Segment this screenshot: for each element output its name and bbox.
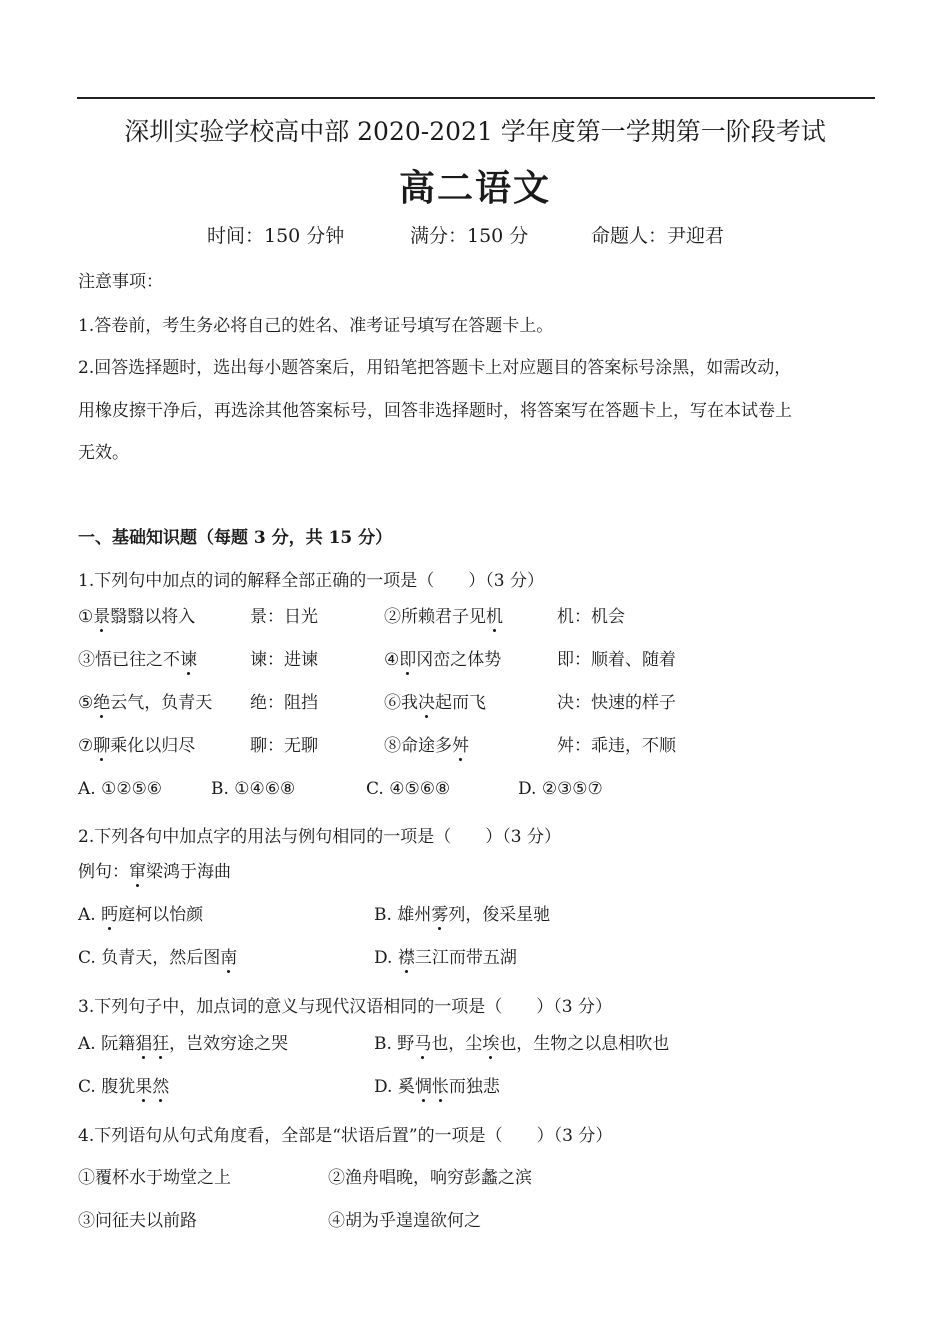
q1-item-2: ②所赖君子见机: [384, 602, 503, 627]
q4-item-2: ②渔舟唱晚，响穷彭蠡之滨: [328, 1168, 532, 1188]
q1-item-5: ⑤绝云气，负青天: [78, 688, 212, 713]
q1-item-1: ①景翳翳以将入: [78, 602, 195, 627]
dotted-char: 景: [93, 602, 110, 627]
dotted-char: 决: [418, 688, 435, 713]
q1-item-6-gloss: 决：快速的样子: [557, 693, 676, 713]
dotted-char: 即: [399, 645, 416, 670]
q1-stem: 1.下列句中加点的词的解释全部正确的一项是（ ）（3 分）: [78, 571, 544, 591]
q4-item-1: ①覆杯水于坳堂之上: [78, 1168, 231, 1188]
q1-item-6: ⑥我决起而飞: [384, 688, 486, 713]
section-1-title: 一、基础知识题（每题 3 分，共 15 分）: [78, 528, 393, 548]
q1-item-3: ③悟已往之不谏: [78, 645, 197, 670]
dotted-char: 惆: [415, 1072, 432, 1097]
dotted-char: 猖: [135, 1029, 152, 1054]
note-1: 1.答卷前，考生务必将自己的姓名、准考证号填写在答题卡上。: [78, 316, 554, 336]
exam-full-score: 满分：150 分: [410, 225, 529, 247]
q1-item-8: ⑧命途多舛: [384, 731, 469, 756]
note-2-line-1: 2.回答选择题时，选出每小题答案后，用铅笔把答题卡上对应题目的答案标号涂黑，如需改动，: [78, 358, 792, 378]
dotted-char: 狂: [152, 1029, 169, 1054]
exam-author: 命题人：尹迎君: [591, 225, 725, 247]
q1-option-b: B. ①④⑥⑧: [211, 779, 296, 799]
q2-stem: 2.下列各句中加点字的用法与例句相同的一项是（ ）（3 分）: [78, 827, 561, 847]
subject-title: 高二语文: [398, 167, 551, 209]
q1-item-4-gloss: 即：顺着、随着: [557, 650, 676, 670]
q4-item-4: ④胡为乎遑遑欲何之: [328, 1211, 481, 1231]
q2-option-c: C. 负青天，然后图南: [78, 943, 237, 968]
note-2-line-2: 用橡皮擦干净后，再选涂其他答案标号，回答非选择题时，将答案写在答题卡上，写在本试卷上: [78, 401, 792, 421]
dotted-char: 怅: [432, 1072, 449, 1097]
dotted-char: 然: [152, 1072, 169, 1097]
q2-example: 例句：窜梁鸿于海曲: [78, 857, 231, 882]
q1-option-d: D. ②③⑤⑦: [518, 779, 603, 799]
q1-item-5-gloss: 绝：阻挡: [250, 693, 318, 713]
q1-item-8-gloss: 舛：乖违，不顺: [557, 736, 676, 756]
exam-time: 时间：150 分钟: [207, 225, 345, 247]
header-rule: [77, 97, 875, 99]
q1-item-2-gloss: 机：机会: [557, 607, 625, 627]
q1-item-1-gloss: 景：日光: [250, 607, 318, 627]
note-2-line-3: 无效。: [78, 443, 129, 463]
dotted-char: 聊: [93, 731, 110, 756]
school-title: 深圳实验学校高中部 2020-2021 学年度第一学期第一阶段考试: [124, 117, 826, 146]
dotted-char: 襟: [398, 943, 415, 968]
dotted-char: 雾: [431, 900, 448, 925]
q3-option-d: D. 奚惆怅而独悲: [374, 1072, 500, 1097]
dotted-char: 眄: [101, 900, 118, 925]
q3-option-c: C. 腹犹果然: [78, 1072, 169, 1097]
q3-option-a: A. 阮籍猖狂，岂效穷途之哭: [78, 1029, 288, 1054]
q1-item-4: ④即冈峦之体势: [384, 645, 501, 670]
dotted-char: 窜: [129, 857, 146, 882]
q3-stem: 3.下列句子中，加点词的意义与现代汉语相同的一项是（ ）（3 分）: [78, 997, 612, 1017]
dotted-char: 舛: [452, 731, 469, 756]
q1-item-7-gloss: 聊：无聊: [250, 736, 318, 756]
q1-item-3-gloss: 谏：进谏: [250, 650, 318, 670]
dotted-char: 马: [414, 1029, 431, 1054]
q3-option-b: B. 野马也，尘埃也，生物之以息相吹也: [374, 1029, 669, 1054]
q1-item-7: ⑦聊乘化以归尽: [78, 731, 195, 756]
q2-option-a: A. 眄庭柯以怡颜: [78, 900, 203, 925]
q1-option-a: A. ①②⑤⑥: [78, 779, 163, 799]
q1-option-c: C. ④⑤⑥⑧: [366, 779, 451, 799]
dotted-char: 南: [220, 943, 237, 968]
dotted-char: 绝: [93, 688, 110, 713]
dotted-char: 果: [135, 1072, 152, 1097]
notes-heading: 注意事项：: [78, 272, 163, 292]
dotted-char: 埃: [482, 1029, 499, 1054]
q4-stem: 4.下列语句从句式角度看，全部是“状语后置”的一项是（ ）（3 分）: [78, 1126, 613, 1146]
dotted-char: 谏: [180, 645, 197, 670]
q2-option-b: B. 雄州雾列，俊采星驰: [374, 900, 550, 925]
q2-option-d: D. 襟三江而带五湖: [374, 943, 517, 968]
q4-item-3: ③问征夫以前路: [78, 1211, 197, 1231]
dotted-char: 机: [486, 602, 503, 627]
